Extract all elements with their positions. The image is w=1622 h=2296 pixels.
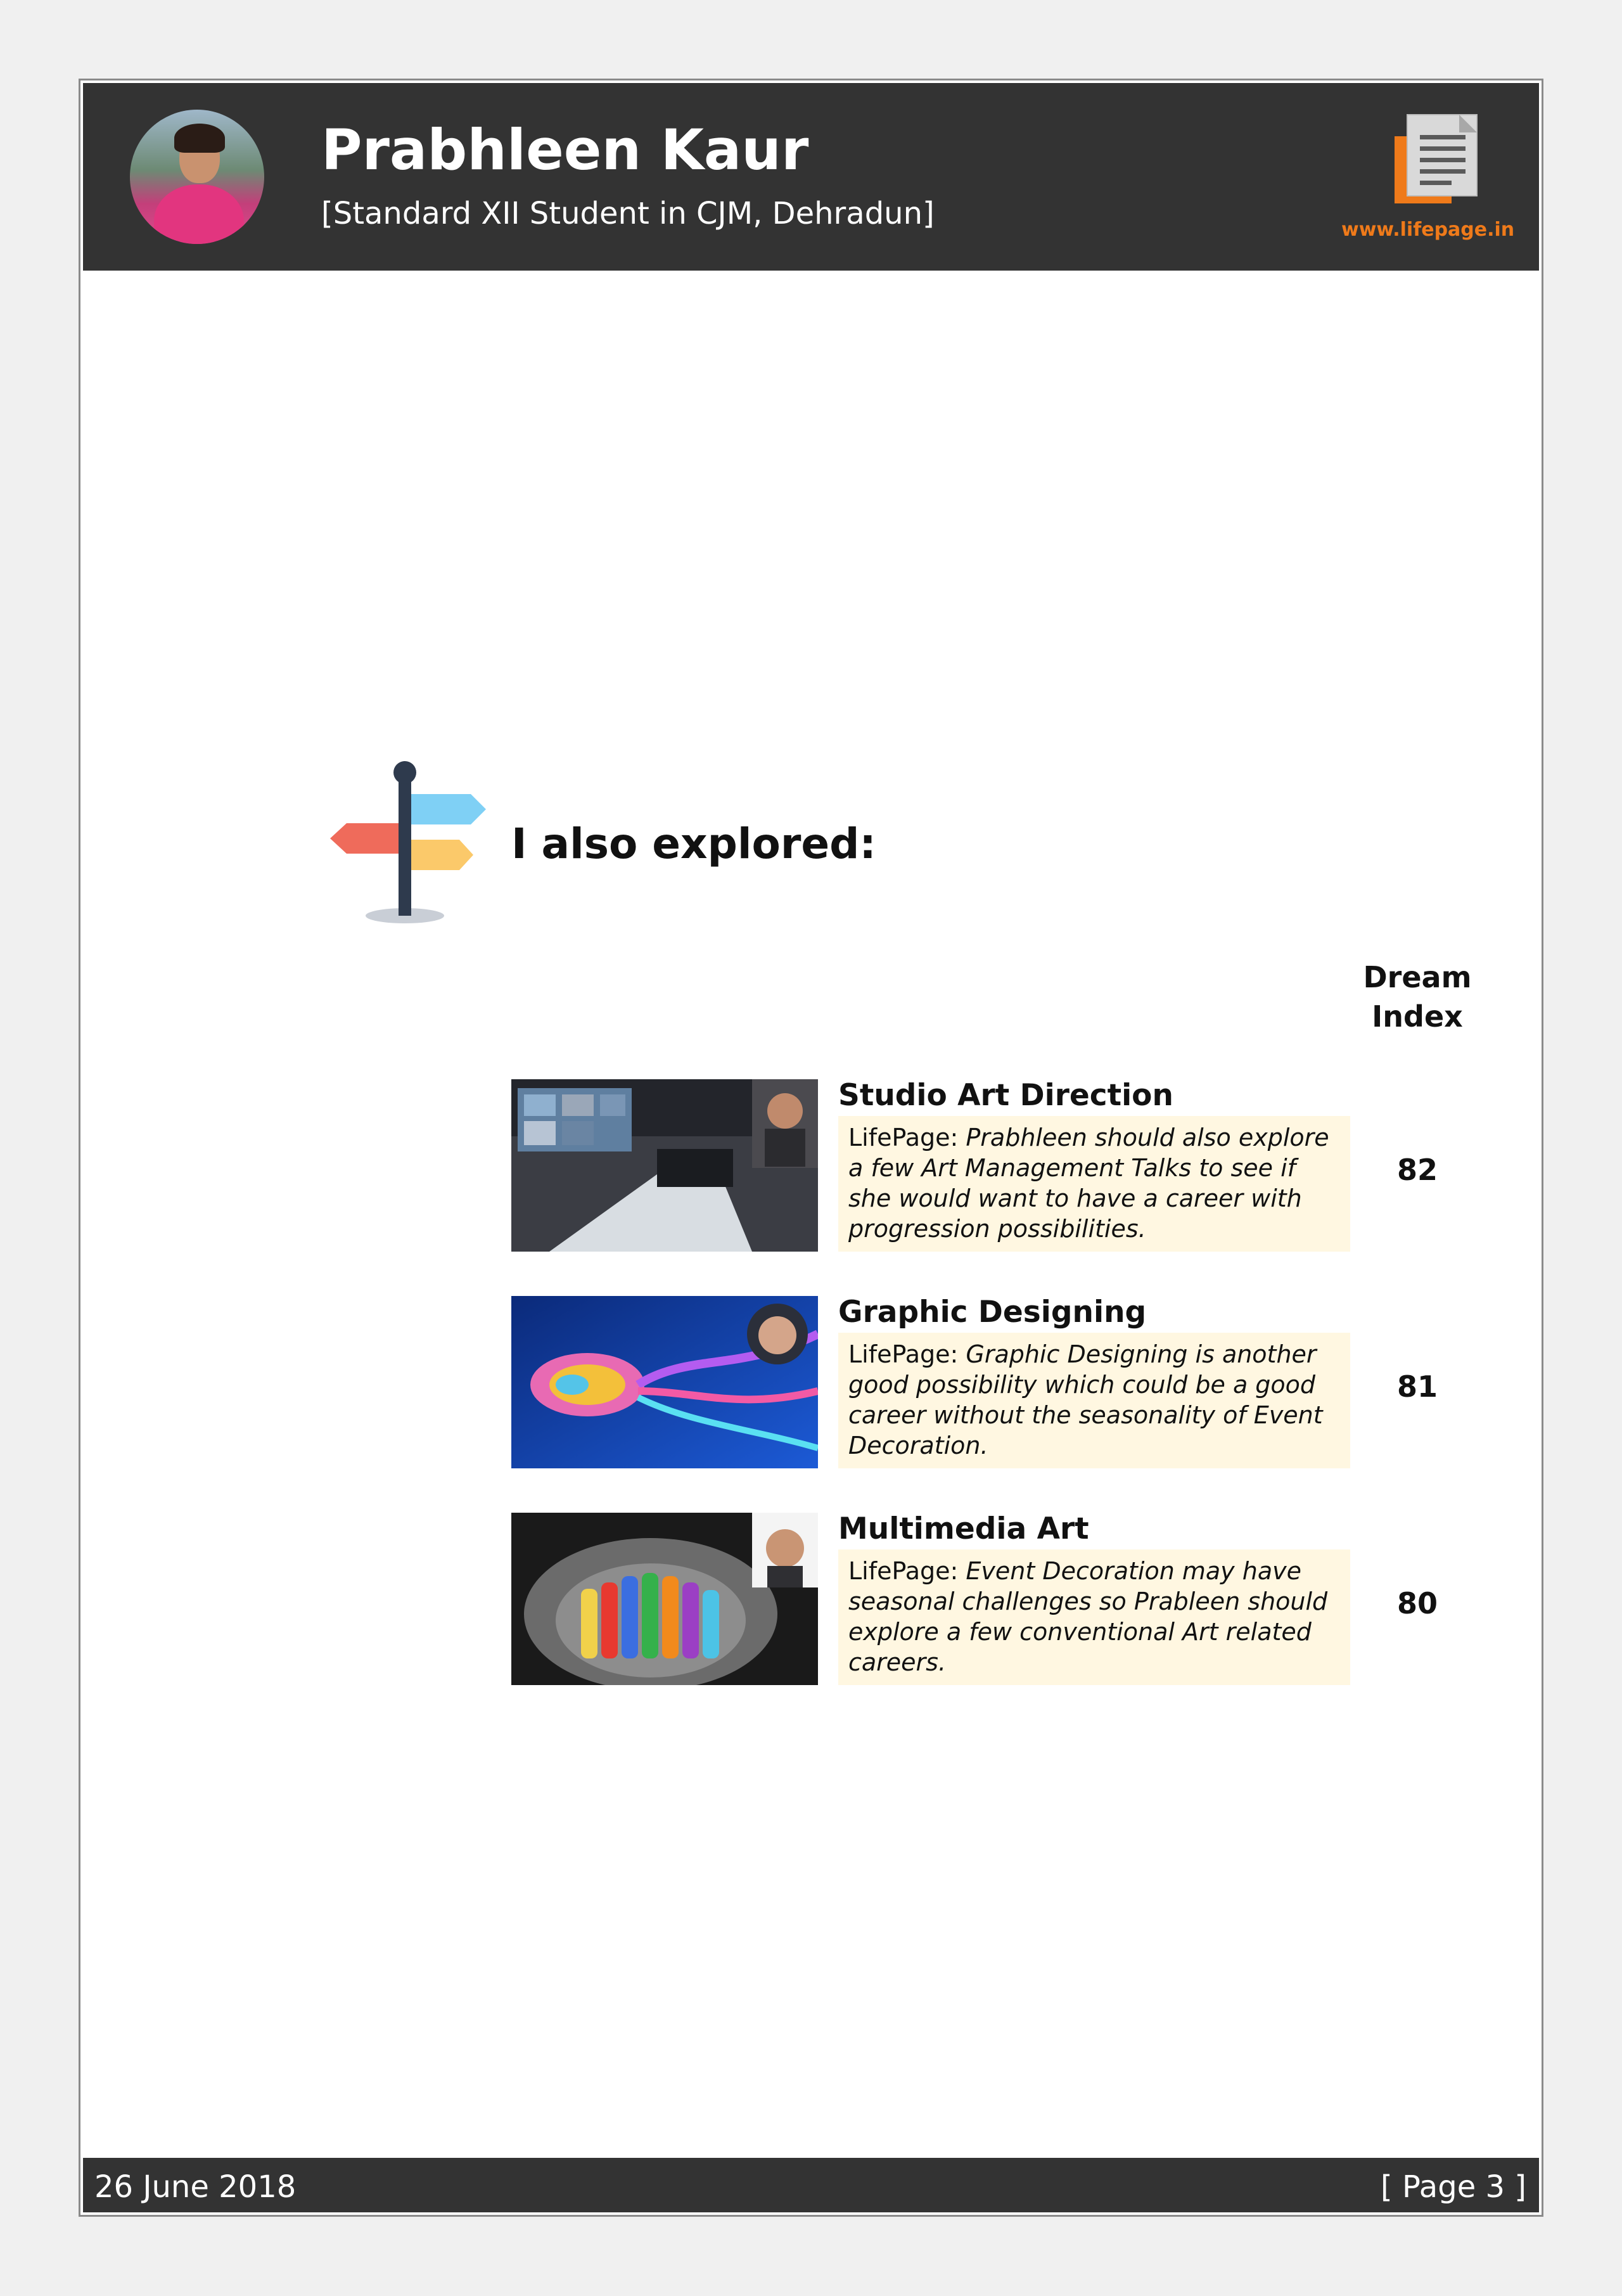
avatar-hair bbox=[174, 124, 225, 153]
section-title: I also explored: bbox=[511, 819, 876, 868]
footer-page-number: [ Page 3 ] bbox=[1381, 2169, 1526, 2205]
career-item bbox=[511, 1513, 1512, 1696]
career-title: Graphic Designing bbox=[838, 1295, 1147, 1330]
career-note bbox=[838, 1333, 1350, 1468]
note-text: Prabhleen should also explore a few Art Management Talks to see if she would want to have a career with progression possibilities. bbox=[848, 1124, 1329, 1243]
note-prefix: LifePage: bbox=[848, 1340, 966, 1368]
note-text: Event Decoration may have seasonal challenges so Prableen should explore a few conventional Art related careers. bbox=[848, 1557, 1328, 1676]
career-thumbnail bbox=[511, 1513, 818, 1685]
dream-index-header: Dream Index bbox=[1363, 960, 1472, 1034]
career-title: Multimedia Art bbox=[838, 1511, 1089, 1546]
document-icon bbox=[1388, 111, 1483, 206]
career-thumbnail bbox=[511, 1296, 818, 1468]
career-item bbox=[511, 1296, 1512, 1480]
page-footer bbox=[83, 2158, 1539, 2212]
dream-index-value: 80 bbox=[1396, 1586, 1438, 1620]
report-page bbox=[79, 79, 1543, 2217]
signpost-icon bbox=[324, 760, 489, 926]
page-header bbox=[83, 83, 1539, 271]
student-name: Prabhleen Kaur bbox=[321, 117, 809, 183]
note-text: Graphic Designing is another good possibility which could be a good career without the seasonality of Event Decoration. bbox=[848, 1340, 1323, 1459]
dream-index-value: 81 bbox=[1396, 1369, 1438, 1404]
student-avatar bbox=[130, 110, 264, 244]
dream-index-value: 82 bbox=[1396, 1153, 1438, 1187]
career-thumbnail bbox=[511, 1079, 818, 1252]
career-note bbox=[838, 1116, 1350, 1252]
note-prefix: LifePage: bbox=[848, 1557, 966, 1585]
career-note bbox=[838, 1549, 1350, 1685]
career-title: Studio Art Direction bbox=[838, 1078, 1173, 1113]
avatar-body bbox=[154, 184, 244, 244]
career-item bbox=[511, 1079, 1512, 1263]
note-prefix: LifePage: bbox=[848, 1124, 966, 1151]
student-subtitle: [Standard XII Student in CJM, Dehradun] bbox=[321, 196, 935, 231]
footer-date: 26 June 2018 bbox=[94, 2169, 297, 2205]
site-url: www.lifepage.in bbox=[1341, 219, 1515, 241]
